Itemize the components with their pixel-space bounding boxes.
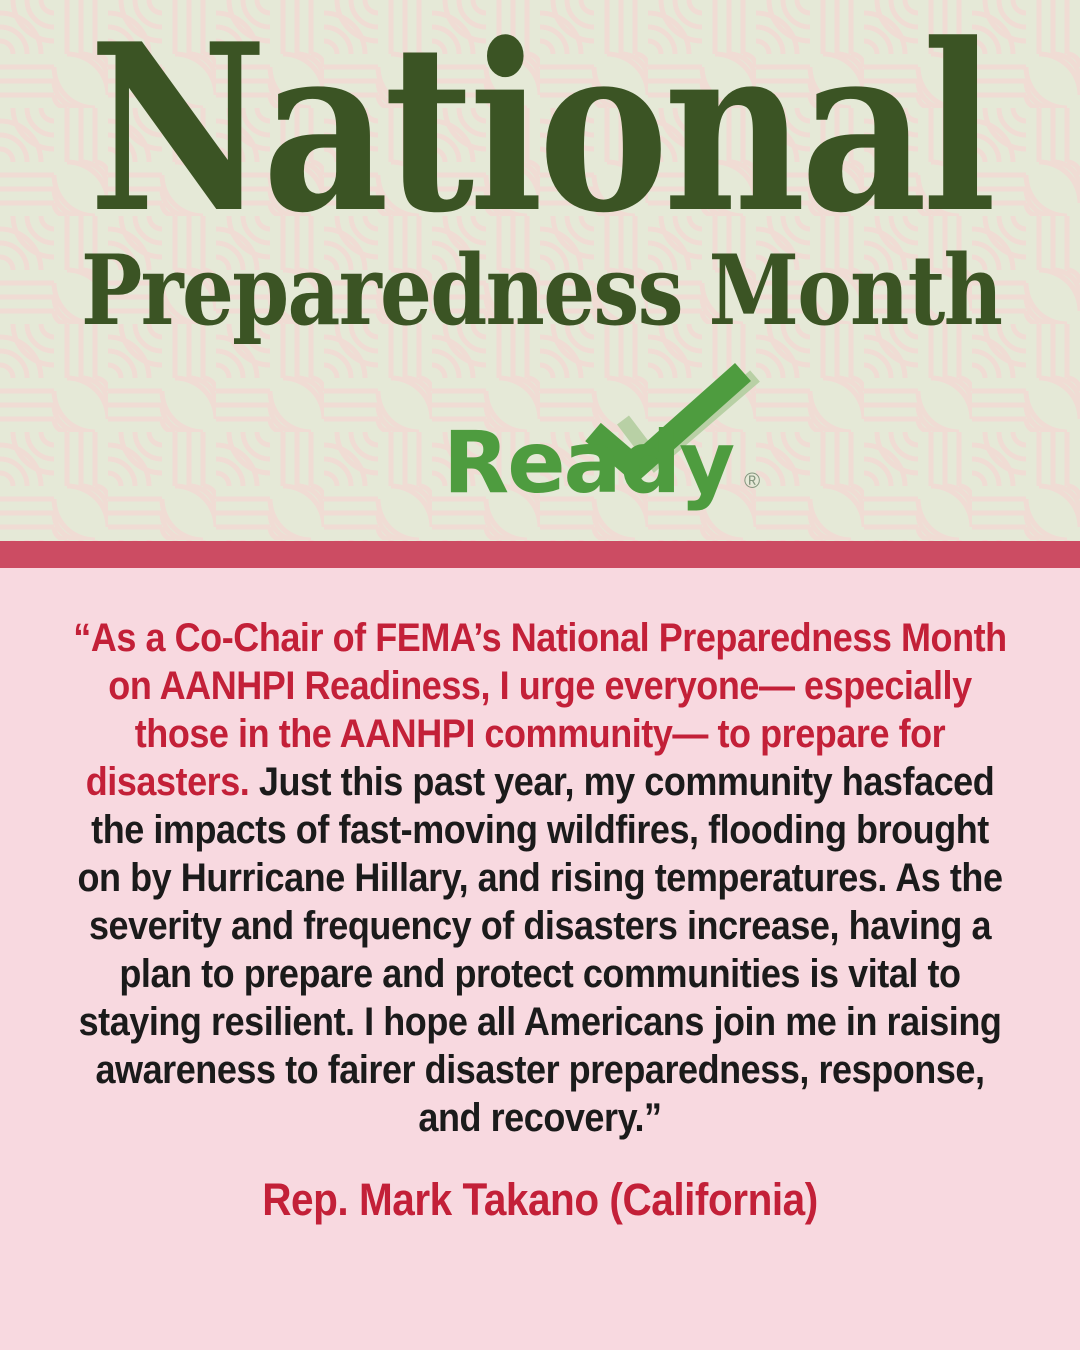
title-line2: Preparedness Month (81, 234, 1002, 347)
ready-logo (0, 0, 1080, 541)
quote-body: Just this past year, my community hasfaced the impacts of fast-moving wildfires, flooding brought on by Hurricane Hillary, and rising temperatures. As the severity and frequency of disasters increase, having a plan to prepare and protect communities is vital to staying resilient. I hope all Americans join me in raising awareness to fairer disaster preparedness, response, and recovery.” (77, 760, 1003, 1140)
attribution: Rep. Mark Takano (California) (262, 1174, 818, 1225)
registered-trademark-icon: ® (744, 468, 761, 493)
title-line1: National (88, 0, 992, 264)
ready-wordmark: Ready (443, 413, 734, 513)
quote-section (0, 568, 1080, 1350)
quote-highlight: “As a Co-Chair of FEMA’s National Preparedness Month on AANHPI Readiness, I urge everyone— especially those in the AANHPI community— to prepare for disasters. (73, 616, 1007, 804)
divider-bar (0, 541, 1080, 568)
header-section (0, 0, 1080, 541)
quote-text (68, 568, 1013, 1142)
